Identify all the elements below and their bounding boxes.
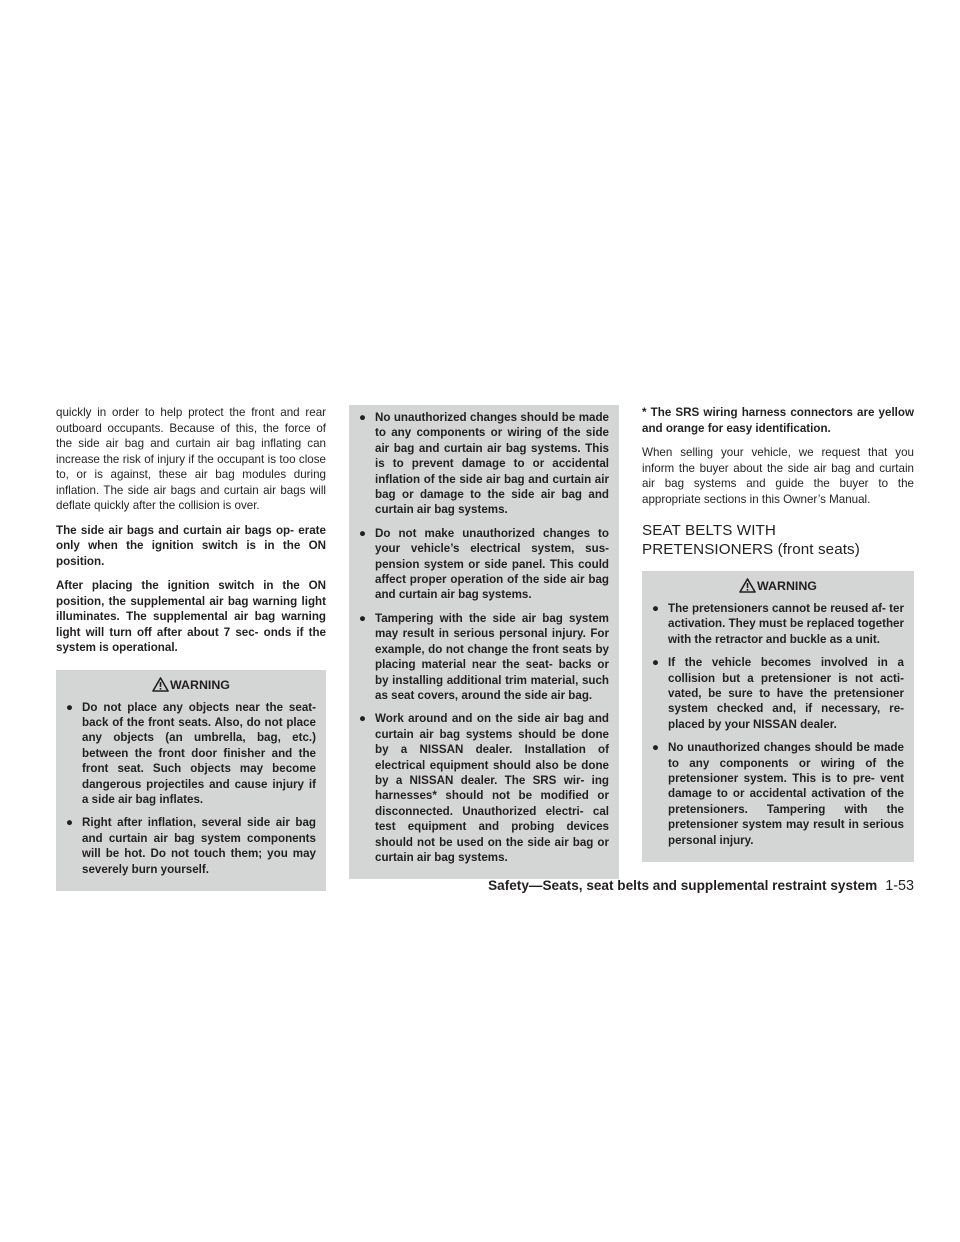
body-paragraph: quickly in order to help protect the front and rear outboard occupants. Because of this, the force of the side air bag and curtain air bag inflating can increase the risk of injury if the occupant is too close to, or is against, these air bag modules during inflation. The side air bags and curtain air bags will deflate quickly after the collision is over. (56, 406, 326, 512)
page-footer (488, 878, 914, 894)
column-2 (349, 405, 619, 879)
bullet-icon: ● (652, 656, 660, 670)
warning-box (56, 670, 326, 891)
warning-item (359, 410, 609, 518)
warning-item (652, 740, 904, 848)
warning-item (359, 711, 609, 865)
warning-item-text: The pretensioners cannot be reused af- ter activation. They must be replaced together with the retractor and buckle as a unit. (668, 602, 904, 646)
column-1 (56, 405, 326, 891)
warning-item-text: Right after inflation, several side air bag and curtain air bag system components will be hot. Do not touch them; you may severely burn yourself. (82, 816, 316, 876)
section-title-line-1: SEAT BELTS WITH (642, 522, 776, 539)
warning-box-continued (349, 405, 619, 879)
bullet-icon: ● (66, 816, 74, 830)
section-title-line-2: PRETENSIONERS (front seats) (642, 541, 860, 558)
warning-item (652, 655, 904, 732)
warning-item-text: Work around and on the side air bag and curtain air bag systems should be done by a NISSAN dealer. Installation of electrical equipment should also be done by a NISSAN dealer. The SRS wir- ing harnesses* should not be modified or disconnected. Unauthorized electri- cal test equipment and probing devices should not be used on the side air bag or curtain air bag systems. (375, 712, 609, 864)
warning-item-text: Do not make unauthorized changes to your vehicle’s electrical system, sus- pension system or side panel. This could affect proper operation of the side air bag and curtain air bag systems. (375, 526, 609, 602)
warning-heading (66, 670, 316, 700)
body-paragraph: When selling your vehicle, we request that you inform the buyer about the side air bag and curtain air bag systems and guide the buyer to the appropriate sections in this Owner’s Manual. (642, 446, 914, 506)
warning-item-text: No unauthorized changes should be made to any components or wiring of the pretensioner system. This is to pre- vent damage to or accidental activation of the pretensioners. Tampering with the pretensioner system may result in serious personal injury. (668, 741, 904, 847)
body-paragraph-bold: The side air bags and curtain air bags op- erate only when the ignition switch is in the ON position. (56, 523, 326, 568)
warning-list (652, 601, 904, 848)
bullet-icon: ● (359, 712, 367, 726)
bullet-icon: ● (652, 741, 660, 755)
warning-item (652, 601, 904, 647)
warning-list (66, 700, 316, 877)
bullet-icon: ● (359, 526, 367, 540)
footnote: * The SRS wiring harness connectors are yellow and orange for easy identification. (642, 406, 914, 435)
bullet-icon: ● (652, 602, 660, 615)
warning-heading (652, 571, 904, 601)
page-number: 1-53 (885, 878, 914, 894)
warning-item (359, 611, 609, 703)
warning-box (642, 571, 914, 862)
warning-item-text: Tampering with the side air bag system may result in serious personal injury. For example, do not change the front seats by placing material near the seat- backs or by installing additional trim material, such as seat covers, around the side air bag. (375, 611, 609, 702)
warning-list (359, 410, 609, 865)
warning-item-text: If the vehicle becomes involved in a collision but a pretensioner is not acti- vated, be sure to have the pretensioner system checked and, if necessary, re- placed by your NISSAN dealer. (668, 656, 904, 731)
warning-item (66, 700, 316, 808)
footer-section-title: Safety—Seats, seat belts and supplemental restraint system (488, 878, 878, 893)
warning-heading-text: WARNING (170, 677, 230, 692)
bullet-icon: ● (359, 611, 367, 625)
bullet-icon: ● (66, 700, 74, 714)
bullet-icon: ● (359, 411, 367, 424)
warning-item-text: Do not place any objects near the seat- back of the front seats. Also, do not place any objects (an umbrella, bag, etc.) between the front door finisher and the front seat. Such objects may become dangerous projectiles and cause injury if a side air bag inflates. (82, 700, 316, 806)
warning-item (359, 526, 609, 603)
warning-item (66, 815, 316, 877)
warning-heading-text: WARNING (757, 579, 817, 593)
warning-item-text: No unauthorized changes should be made to any components or wiring of the side air bag and curtain air bag systems. This is to prevent damage to or accidental inflation of the side air bag and curtain air bag or damage to the side air bag and curtain air bag systems. (375, 411, 609, 517)
warning-triangle-icon (152, 677, 169, 692)
warning-triangle-icon (739, 578, 756, 593)
section-title (642, 521, 914, 559)
body-paragraph-bold: After placing the ignition switch in the ON position, the supplemental air bag warning light illuminates. The supplemental air bag warning light will turn off after about 7 sec- onds if the system is operational. (56, 579, 326, 654)
column-3 (642, 405, 914, 862)
